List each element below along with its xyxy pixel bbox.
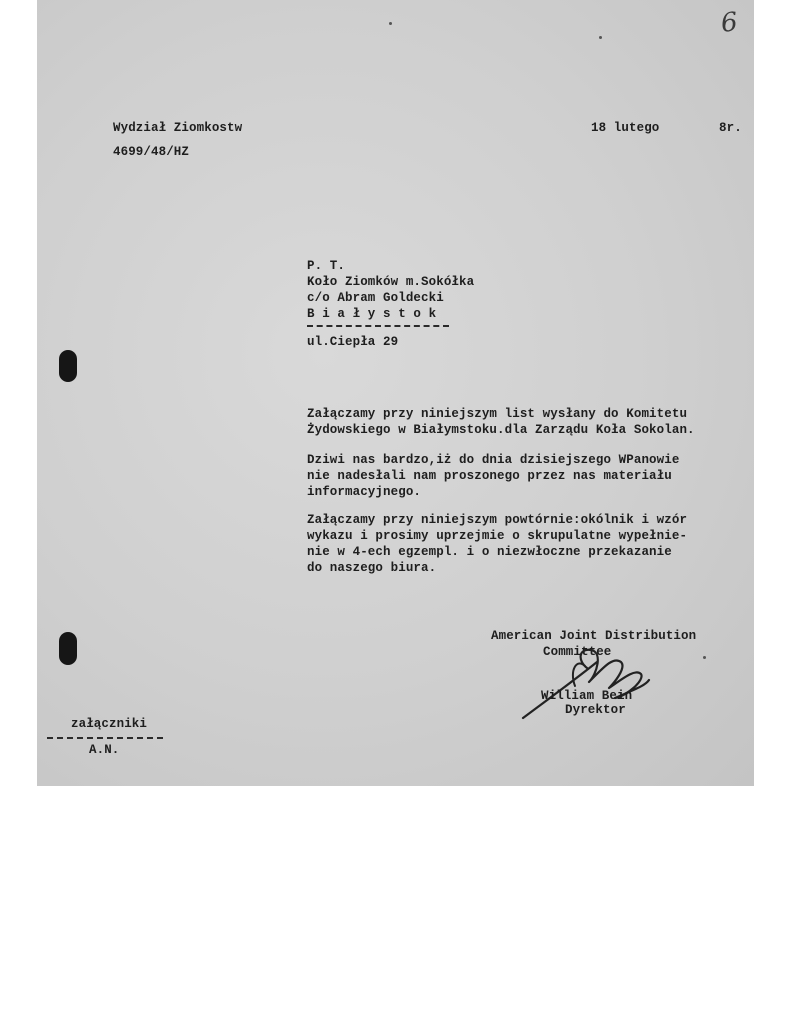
punch-hole-upper [59,350,77,382]
paragraph-line: Dziwi nas bardzo,iż do dnia dzisiejszego WPanowie [307,453,680,467]
sender-name: William Bein [541,689,633,703]
body-paragraph-2 [307,452,679,500]
recipient-address [307,258,474,322]
paragraph-line: informacyjnego. [307,485,422,499]
paper-speck [599,36,602,39]
sender-title: Dyrektor [565,703,626,717]
sender-organization-line-1: American Joint Distribution [491,629,697,643]
paragraph-line: Żydowskiego w Białymstoku.dla Zarządu Koła Sokolan. [307,423,695,437]
document-sheet [37,0,754,786]
paragraph-line: Załączamy przy niniejszym list wysłany do Komitetu [307,407,688,421]
letter-date: 18 lutego [591,121,660,135]
letter-year: 8r. [719,121,742,135]
paragraph-line: nie nadesłali nam proszonego przez nas materiału [307,469,672,483]
typist-initials: A.N. [89,743,120,757]
paragraph-line: nie w 4-ech egzempl. i o niezwłoczne przekazanie [307,545,672,559]
department-name: Wydział Ziomkostw [113,121,243,135]
attachments-underline [47,737,163,739]
recipient-line-1: Koło Ziomków m.Sokółka [307,275,475,289]
paragraph-line: wykazu i prosimy uprzejmie o skrupulatne wypełnie- [307,529,688,543]
paragraph-line: do naszego biura. [307,561,437,575]
city-underline [307,325,449,327]
attachments-label: załączniki [71,717,148,731]
page-number: 6 [719,7,740,39]
body-paragraph-3 [307,512,687,576]
recipient-street: ul.Ciepła 29 [307,335,399,349]
punch-hole-lower [59,632,77,665]
paragraph-line: Załączamy przy niniejszym powtórnie:okólnik i wzór [307,513,688,527]
recipient-city: B i a ł y s t o k [307,307,437,321]
body-paragraph-1 [307,406,695,438]
recipient-line-2: c/o Abram Goldecki [307,291,444,305]
paper-speck [703,656,706,659]
sender-organization-line-2: Committee [543,645,612,659]
reference-number: 4699/48/HZ [113,145,190,159]
paper-speck [389,22,392,25]
recipient-salutation: P. T. [307,259,346,273]
